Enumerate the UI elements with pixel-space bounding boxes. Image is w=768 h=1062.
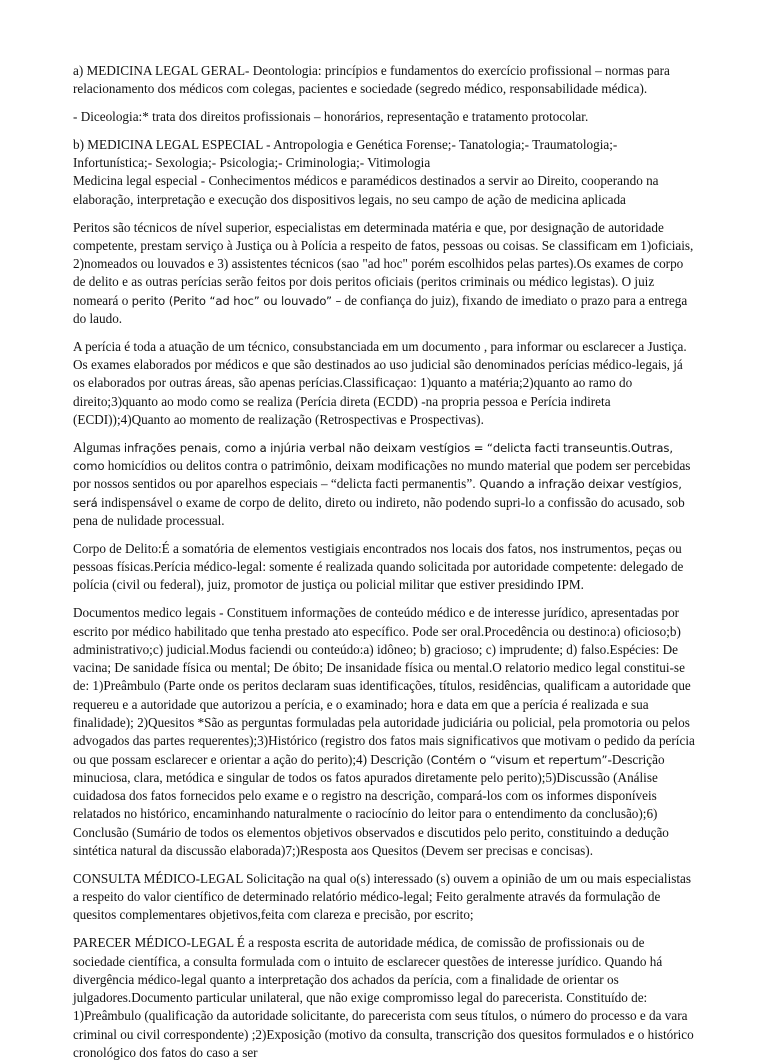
paragraph-text: - Diceologia:* trata dos direitos profissionais – honorários, representação e tratamento protocolar. — [73, 109, 589, 125]
paragraph — [73, 934, 696, 1062]
paragraph — [73, 439, 696, 530]
paragraph — [73, 108, 696, 126]
emphasized-text: (Contém o “visum et repertum” — [426, 752, 608, 767]
paragraph — [73, 338, 696, 429]
paragraph — [73, 136, 696, 209]
paragraph-text: CONSULTA MÉDICO-LEGAL Solicitação na qual o(s) interessado (s) ouvem a opinião de um ou mais especialistas a respeito do valor científico de determinado relatório médico-legal; Feito geralmente através da formulação de quesitos complementares objetivos,feita com clareza e precisão, por escrito; — [73, 870, 692, 923]
paragraph-text: homicídios ou delitos contra o patrimônio, deixam modificações no mundo material que podem ser percebidas por nossos sentidos ou por aparelhos especiais – “delicta facti permanentis” — [73, 458, 691, 492]
paragraph-text: PARECER MÉDICO-LEGAL É a resposta escrita de autoridade médica, de comissão de profissionais ou de sociedade científica, a consulta formulada com o intuito de esclarecer questões de interesse jurídico. Quando há divergência médico-legal quanto a interpretação dos achados da perícia, com a finalidade de orientar os julgadores.Documento particular unilateral, que não exige compromisso legal do parecerista. Constituído de: 1)Preâmbulo (qualificação da autoridade solicitante, do parecerista com seus títulos, o número do processo e da vara criminal ou civil correspondente) ;2)Exposição (motivo da consulta, transcrição dos quesitos formulados e o histórico cronológico dos fatos do caso a ser — [73, 935, 694, 1061]
paragraph-text: indispensável o exame de corpo de delito, direto ou indireto, não podendo supri-lo a confissão do acusado, sob pena de nulidade processual. — [73, 494, 685, 529]
paragraph — [73, 870, 696, 925]
paragraph — [73, 540, 696, 595]
document-body — [73, 62, 696, 1062]
emphasized-text: . Quando a infração deixar vestígios, será — [73, 477, 682, 510]
paragraph-text: -Descrição minuciosa, clara, metódica e singular de todos os fatos apurados diretamente pelo perito);5)Discussão (Análise cuidadosa dos fatos fornecidos pelo exame e o registro na descrição, compará-los com os informes disponíveis relatados no histórico, encaminhando naturalmente o raciocínio do leitor para o entendimento da conclusão);6) Conclusão (Sumário de todos os elementos objetivos observados e discutidos pelo perito, constituindo a dedução sintética natural da discussão elaborada)7;)Resposta aos Quesitos (Devem ser precisas e concisas). — [73, 751, 669, 859]
paragraph — [73, 604, 696, 860]
paragraph-text: a) MEDICINA LEGAL GERAL- Deontologia: princípios e fundamentos do exercício profissional – normas para relacionamento dos médicos com colegas, pacientes e sociedade (segredo médico, responsabilidade médica). — [73, 63, 670, 97]
emphasized-text: perito (Perito “ad hoc” ou louvado” – — [131, 293, 342, 308]
paragraph-text: A perícia é toda a atuação de um técnico, consubstanciada em um documento , para informar ou esclarecer a Justiça. Os exames elaborados por médicos e que são destinados ao uso judicial são denominados perícias médico-legais, já os elaborados por outras áreas, são apenas perícias.Classificaçao: 1)quanto a matéria;2)quanto ao ramo do direito;3)quanto ao modo como se realiza (Perícia direta (ECDD) -na propria pessoa e Perícia indireta (ECDI));4)Quanto ao momento de realização (Retrospectivas e Prospectivas). — [73, 338, 687, 428]
paragraph — [73, 62, 696, 99]
paragraph-text: Algumas — [73, 439, 124, 455]
paragraph-text: Documentos medico legais - Constituem informações de conteúdo médico e de interesse jurídico, apresentadas por escrito por médico habilitado que tenha prestado ato específico. Pode ser oral.Procedência ou destino:a) oficioso;b) administrativo;c) judicial.Modus faciendi ou conteúdo:a) idôneo; b) gracioso; c) imprudente; d) falso.Espécies: De vacina; De sanidade física ou mental; De óbito; De insanidade física ou mental.O relatorio medico legal constitui-se de: 1)Preâmbulo (Parte onde os peritos declaram suas identificações, títulos, residências, qualificam a autoridade que requereu e a autoridade que autorizou a perícia, e o examinado; hora e data em que a perícia é realizada e sua finalidade); 2)Quesitos *São as perguntas formuladas pela autoridade judiciária ou policial, pela promotoria ou pelos advogados das partes requerentes);3)Histórico (registro dos fatos mais significativos que motivam o pedido da perícia ou que possam esclarecer e orientar a ação do perito);4) Descrição — [73, 605, 695, 767]
paragraph-text: b) MEDICINA LEGAL ESPECIAL - Antropologia e Genética Forense;- Tanatologia;- Traumatologia;- Infortunística;- Sexologia;- Psicologia;- Criminologia;- Vitimologia — [73, 136, 618, 171]
emphasized-text: infrações penais, como a injúria verbal não deixam vestígios = “delicta facti transeuntis.Outras, como — [73, 440, 673, 474]
paragraph — [73, 219, 696, 329]
paragraph-text: Peritos são técnicos de nível superior, especialistas em determinada matéria e que, por designação de autoridade competente, prestam serviço à Justiça ou à Polícia a respeito de fatos, pessoas ou coisas. Se classificam em 1)oficiais, 2)nomeados ou louvados e 3) assistentes técnicos (sao "ad hoc" porém escolhidos pelas partes).Os exames de corpo de delito e as outras perícias serão feitos por dois peritos oficiais (peritos criminais ou médico legistas). O juiz nomeará o — [73, 219, 694, 308]
paragraph-text: Corpo de Delito:É a somatória de elementos vestigiais encontrados nos locais dos fatos, nos instrumentos, peças ou pessoas físicas.Perícia médico-legal: somente é realizada quando solicitada por autoridade competente: delegado de polícia (civil ou federal), juiz, promotor de justiça ou policial militar que estiver presidindo IPM. — [73, 540, 684, 593]
paragraph-text: de confiança do juiz), fixando de imediato o prazo para a entrega do laudo. — [73, 292, 688, 327]
paragraph-text: Medicina legal especial - Conhecimentos médicos e paramédicos destinados a servir ao Direito, cooperando na elaboração, interpretação e execução dos dispositivos legais, no seu campo de ação de medicina aplicada — [73, 173, 659, 207]
